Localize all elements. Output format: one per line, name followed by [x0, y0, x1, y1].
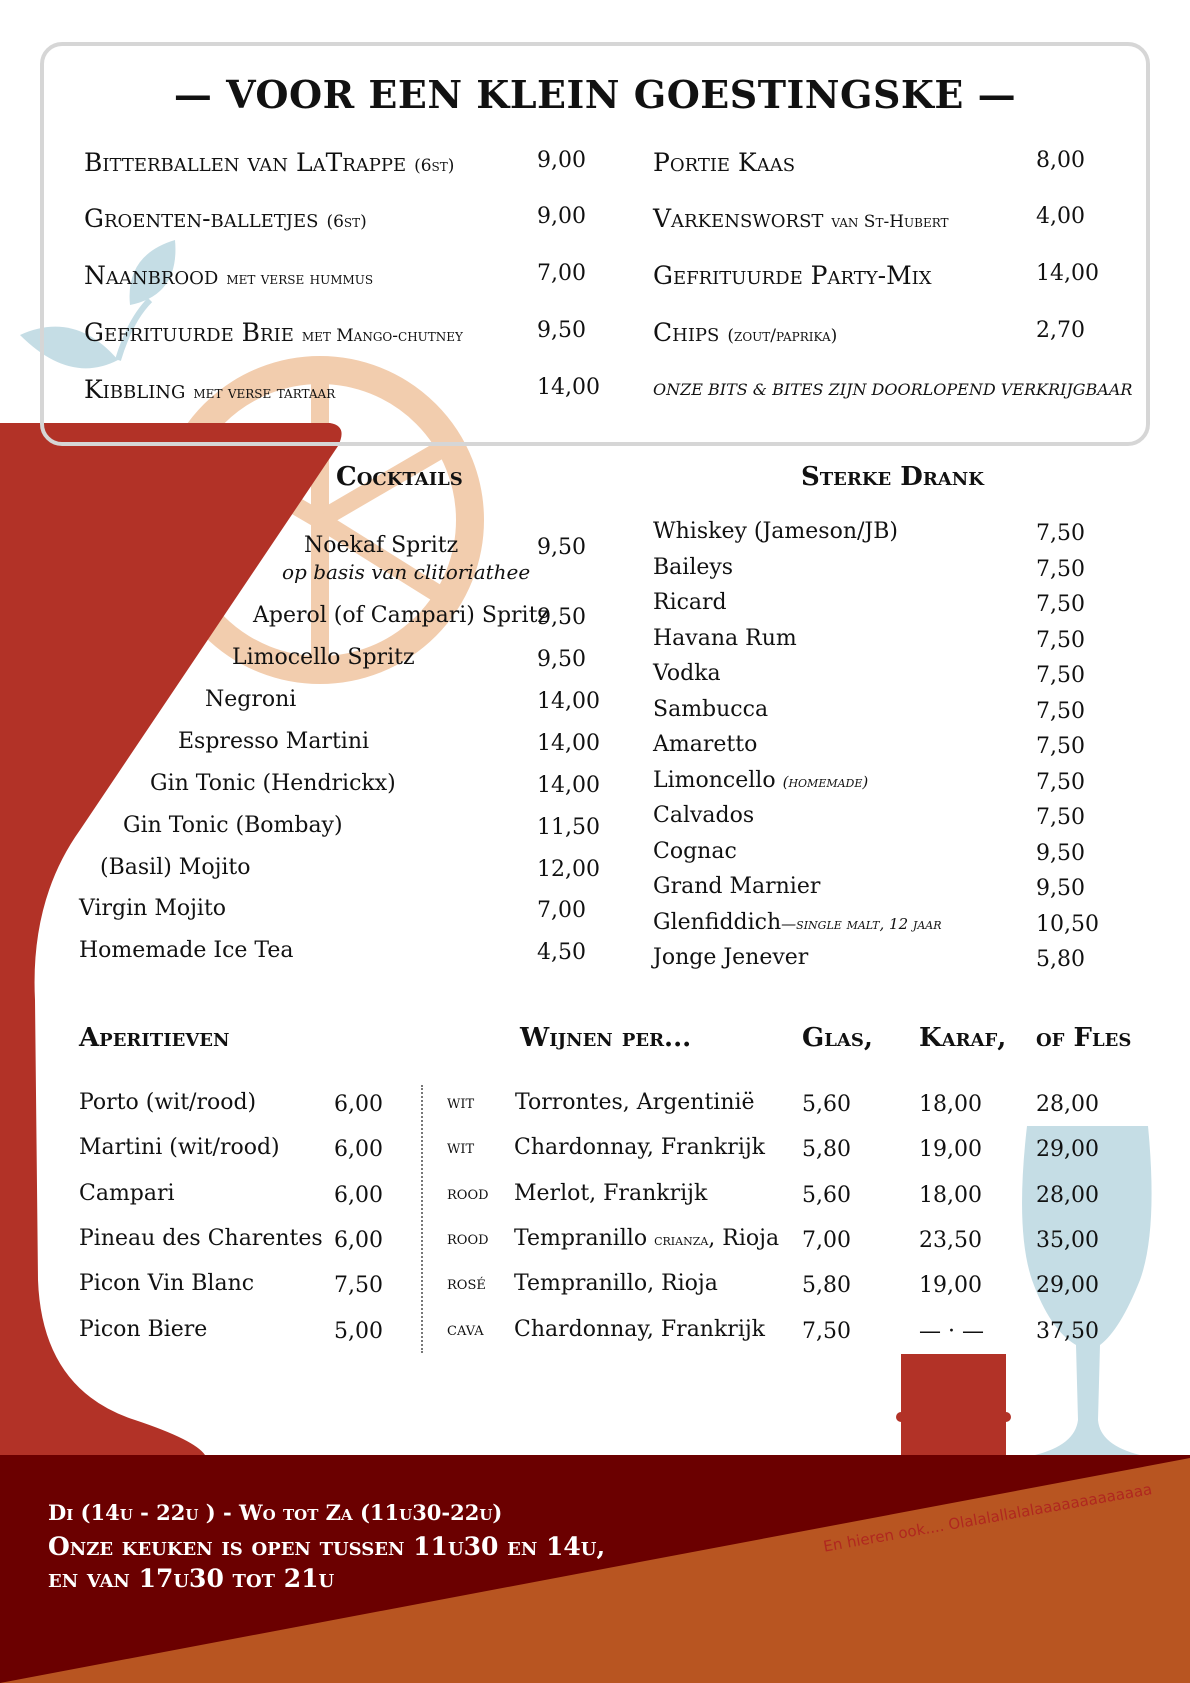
wines-col-bottle: of Fles	[1036, 1023, 1132, 1053]
spirit-name: Grand Marnier	[653, 874, 821, 899]
spirit-price: 7,50	[1036, 557, 1085, 582]
section-divider	[421, 1085, 423, 1353]
wine-glass-price: 5,60	[802, 1183, 851, 1208]
spirit-price: 7,50	[1036, 521, 1085, 546]
spirit-name: Glenfiddich	[653, 910, 782, 935]
aperitifs-heading: Aperitieven	[79, 1023, 230, 1053]
aperitif-price: 6,00	[334, 1137, 383, 1162]
wine-carafe-price: 23,50	[919, 1228, 982, 1253]
aperitif-price: 7,50	[334, 1273, 383, 1298]
cocktails-heading: Cocktails	[336, 462, 463, 492]
spirit-name: Ricard	[653, 590, 727, 615]
snack-price: 7,00	[537, 261, 586, 286]
wine-name: Torrontes, Argentinië	[515, 1090, 755, 1115]
spirit-note: —single malt, 12 jaar	[781, 915, 942, 933]
spirit-name: Calvados	[653, 803, 755, 828]
snack-price: 14,00	[537, 375, 600, 400]
wine-type: cava	[447, 1319, 484, 1340]
cocktail-price: 11,50	[537, 815, 600, 840]
snack-name: Groenten-balletjes	[84, 204, 319, 233]
carafe-graphic	[901, 1354, 1006, 1420]
wine-name: Chardonnay, Frankrijk	[514, 1317, 766, 1342]
snack-price: 2,70	[1036, 318, 1085, 343]
snack-price: 9,00	[537, 204, 586, 229]
cocktail-price: 12,00	[537, 857, 600, 882]
wine-bottle-price: 28,00	[1036, 1092, 1099, 1117]
wine-carafe-price: — · —	[919, 1319, 984, 1344]
aperitif-price: 6,00	[334, 1183, 383, 1208]
spirit-name: Sambucca	[653, 697, 769, 722]
snack-price: 14,00	[1036, 261, 1099, 286]
kitchen-hours-line1: Onze keuken is open tussen 11u30 en 14u,	[48, 1532, 606, 1561]
snack-note: met verse hummus	[226, 269, 374, 289]
snack-name: Bitterballen van LaTrappe	[84, 148, 407, 177]
wine-carafe-price: 19,00	[919, 1137, 982, 1162]
aperitif-name: Martini (wit/rood)	[79, 1135, 280, 1160]
spirit-name: Amaretto	[653, 732, 758, 757]
wine-bottle-price: 28,00	[1036, 1183, 1099, 1208]
snack-price: 9,00	[537, 148, 586, 173]
snack-name: Varkensworst	[653, 204, 824, 233]
wine-glass-price: 7,50	[802, 1319, 851, 1344]
wine-glass-price: 7,00	[802, 1228, 851, 1253]
cocktail-price: 9,50	[537, 535, 586, 560]
aperitif-price: 6,00	[334, 1228, 383, 1253]
wine-type: wit	[447, 1092, 475, 1113]
aperitif-name: Pineau des Charentes	[79, 1226, 323, 1251]
wine-glass-price: 5,80	[802, 1137, 851, 1162]
snack-price: 8,00	[1036, 148, 1085, 173]
aperitif-name: Campari	[79, 1181, 175, 1206]
cocktail-price: 14,00	[537, 731, 600, 756]
wine-carafe-price: 19,00	[919, 1273, 982, 1298]
spirit-item	[653, 910, 942, 935]
snack-note: (zout/paprika)	[727, 326, 838, 346]
cocktail-price: 4,50	[537, 940, 586, 965]
snack-note: (6st)	[414, 156, 455, 176]
spirit-name: Jonge Jenever	[653, 945, 809, 970]
kitchen-hours-line2: en van 17u30 tot 21u	[48, 1564, 335, 1593]
scribble-note: En hieren ook.... Olalalallalalaaaaaaaaaaaaa	[822, 1480, 1154, 1556]
spirit-price: 9,50	[1036, 841, 1085, 866]
wine-name: Merlot, Frankrijk	[514, 1181, 708, 1206]
wine-carafe-price: 18,00	[919, 1183, 982, 1208]
spirit-price: 7,50	[1036, 770, 1085, 795]
snack-name: Portie Kaas	[653, 148, 796, 177]
wine-item-name	[514, 1226, 779, 1251]
wine-type: rood	[447, 1183, 489, 1204]
cocktail-name: Noekaf Spritz	[304, 533, 459, 558]
spirits-heading: Sterke Drank	[801, 462, 984, 492]
opening-hours: Di (14u - 22u ) - Wo tot Za (11u30-22u)	[48, 1500, 503, 1525]
spirit-name: Limoncello	[653, 768, 776, 793]
cocktail-price: 14,00	[537, 773, 600, 798]
spirit-note: (homemade)	[782, 773, 869, 791]
wine-bottle-price: 35,00	[1036, 1228, 1099, 1253]
spirit-name: Cognac	[653, 839, 737, 864]
wines-heading: Wijnen per...	[520, 1023, 692, 1053]
spirit-price: 7,50	[1036, 628, 1085, 653]
cocktail-name: Aperol (of Campari) Spritz	[253, 603, 550, 628]
cocktail-name: Espresso Martini	[178, 729, 370, 754]
aperitif-name: Picon Biere	[79, 1317, 208, 1342]
spirit-item	[653, 768, 868, 793]
spirit-name: Vodka	[653, 661, 721, 686]
spirit-name: Whiskey (Jameson/JB)	[653, 519, 898, 544]
wine-bottle-price: 37,50	[1036, 1319, 1099, 1344]
snack-note: met verse tartaar	[193, 383, 336, 403]
snack-note: met Mango-chutney	[301, 326, 463, 346]
wine-carafe-price: 18,00	[919, 1092, 982, 1117]
cocktail-price: 9,50	[537, 647, 586, 672]
cocktail-price: 9,50	[537, 605, 586, 630]
snack-name: Naanbrood	[84, 261, 219, 290]
wines-col-glass: Glas,	[802, 1023, 873, 1053]
wine-bottle-price: 29,00	[1036, 1273, 1099, 1298]
snack-note: van St-Hubert	[831, 212, 949, 232]
aperitif-price: 5,00	[334, 1319, 383, 1344]
cocktail-name: (Basil) Mojito	[100, 855, 251, 880]
spirit-name: Baileys	[653, 555, 734, 580]
spirit-price: 5,80	[1036, 947, 1085, 972]
snack-name: Gefrituurde Brie	[84, 318, 294, 347]
cocktail-price: 7,00	[537, 898, 586, 923]
spirit-price: 7,50	[1036, 805, 1085, 830]
wine-type: rood	[447, 1228, 489, 1249]
aperitif-price: 6,00	[334, 1092, 383, 1117]
cocktail-name: Homemade Ice Tea	[79, 938, 294, 963]
wine-glass-price: 5,80	[802, 1273, 851, 1298]
aperitif-name: Porto (wit/rood)	[79, 1090, 257, 1115]
aperitif-name: Picon Vin Blanc	[79, 1271, 255, 1296]
snack-note: (6st)	[326, 212, 367, 232]
spirit-price: 7,50	[1036, 592, 1085, 617]
cocktail-price: 14,00	[537, 689, 600, 714]
cocktail-name: Virgin Mojito	[79, 896, 227, 921]
cocktail-name: Negroni	[205, 687, 297, 712]
wine-bottle-price: 29,00	[1036, 1137, 1099, 1162]
cocktail-subtitle: op basis van clitoriathee	[282, 560, 531, 584]
wine-name-note: crianza	[654, 1230, 709, 1249]
spirit-name: Havana Rum	[653, 626, 797, 651]
wine-name: Chardonnay, Frankrijk	[514, 1135, 766, 1160]
snacks-footnote: ONZE BITS & BITES ZIJN DOORLOPEND VERKRIJGBAAR	[653, 380, 1133, 399]
spirit-price: 7,50	[1036, 699, 1085, 724]
snack-name: Chips	[653, 318, 720, 347]
cocktail-name: Gin Tonic (Bombay)	[123, 813, 343, 838]
wine-type: wit	[447, 1137, 475, 1158]
snacks-title: — VOOR EEN KLEIN GOESTINGSKE —	[173, 72, 1017, 117]
snack-price: 4,00	[1036, 204, 1085, 229]
spirit-price: 9,50	[1036, 876, 1085, 901]
cocktail-name: Gin Tonic (Hendrickx)	[150, 771, 396, 796]
wine-name-suffix: , Rioja	[708, 1226, 780, 1251]
snack-name: Kibbling	[84, 375, 186, 404]
snack-name: Gefrituurde Party-Mix	[653, 261, 932, 290]
wines-col-carafe: Karaf,	[919, 1023, 1007, 1053]
spirit-price: 10,50	[1036, 912, 1099, 937]
cocktail-name: Limocello Spritz	[232, 645, 415, 670]
spirit-price: 7,50	[1036, 663, 1085, 688]
spirit-price: 7,50	[1036, 734, 1085, 759]
wine-name: Tempranillo, Rioja	[514, 1271, 718, 1296]
wine-type: rosé	[447, 1273, 486, 1294]
wine-name: Tempranillo	[514, 1226, 648, 1251]
snack-price: 9,50	[537, 318, 586, 343]
wine-glass-price: 5,60	[802, 1092, 851, 1117]
